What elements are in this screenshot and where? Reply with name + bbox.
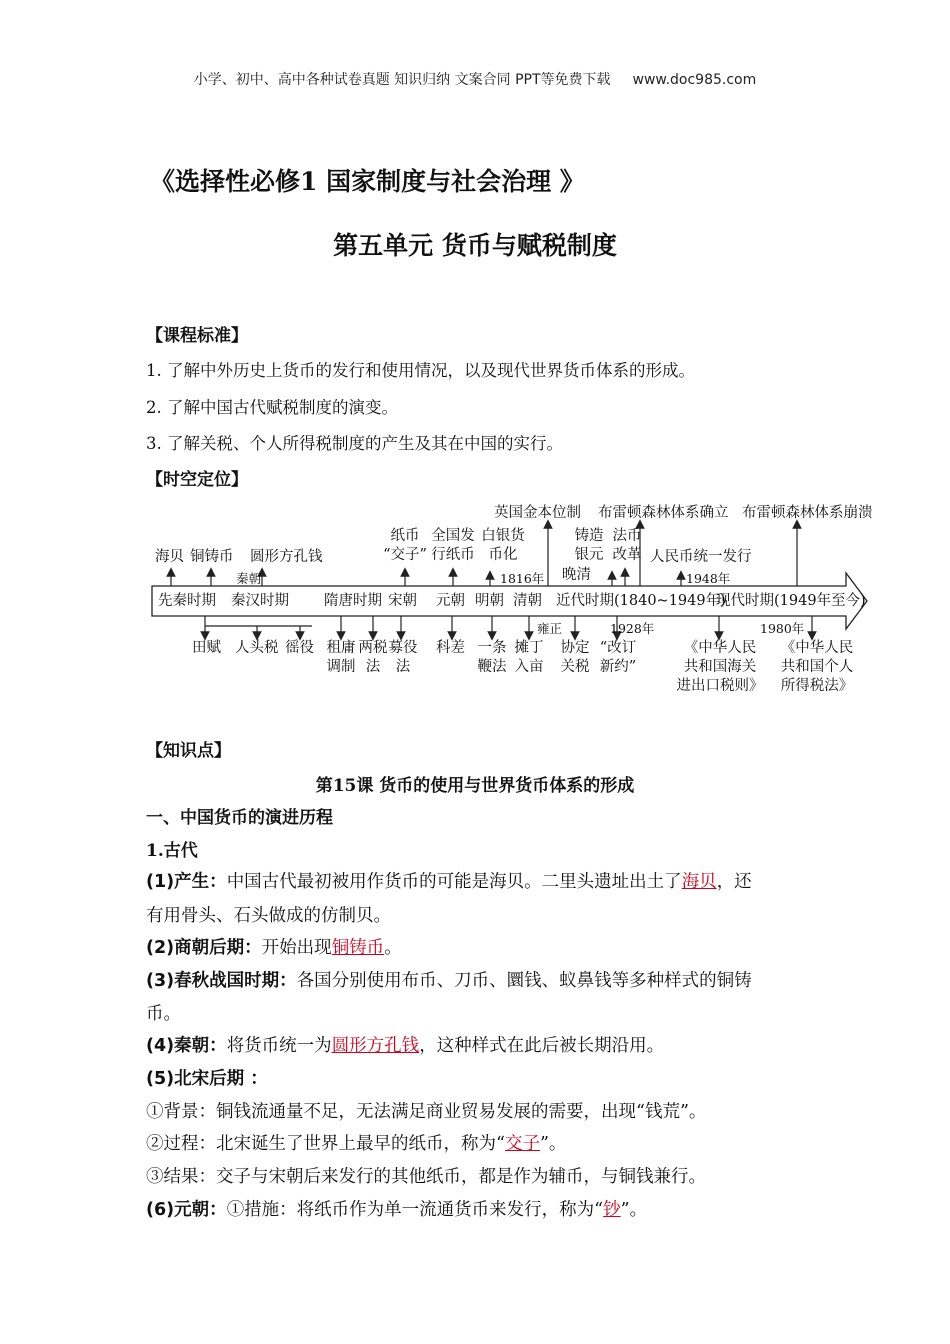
para-beisong-label-text: (5)北宋后期 ： [146,1069,268,1089]
knowledge-heading: 【知识点】 [146,741,231,761]
answer-haibei: 海贝 [681,872,717,892]
label-gaiding-line2: 新约” [599,659,637,675]
label-baiyin [478,527,528,565]
label-yaoyi: 徭役 [285,640,314,656]
timeline-heading: 【时空定位】 [146,470,248,490]
answer-yuanxing: 圆形方孔钱 [331,1036,420,1056]
standard-item-3: 3. 了解关税、个人所得税制度的产生及其在中国的实行。 [146,434,563,453]
label-yitiao [475,639,509,677]
para-beisong-b [146,1130,566,1155]
label-1816: 1816年 [500,571,545,586]
label-yitiao-line2: 鞭法 [477,659,507,675]
period-qing: 清朝 [513,593,542,609]
period-yuan: 元朝 [436,593,465,609]
label-liangshui-line2: 法 [365,659,381,675]
label-geshui-line3: 所得税法》 [780,678,854,694]
standards-heading: 【课程标准】 [146,326,248,346]
para-yuan-text: ①措施：将纸币作为单一流通货币来发行，称为“ [226,1200,604,1220]
label-zuyong [323,639,359,677]
para-origin-text: 中国古代最初被用作货币的可能是海贝。二里头遗址出土了 [226,872,682,892]
label-rentou: 人头税 [235,640,279,656]
label-1980: 1980年 [760,621,805,636]
label-zhibi-line1: 纸币 [390,528,420,544]
label-zhuzao-line2: 银元 [574,547,604,563]
label-gaiding-line1: “改订 [599,640,637,656]
label-zhibi-line2: “交子” [383,547,427,563]
label-tianfu: 田赋 [192,640,221,656]
para-beisong-label [146,1065,268,1090]
label-fabi-line1: 法币 [612,528,642,544]
label-tanding [512,639,546,677]
period-jindai: 近代时期(1840~1949年) [556,593,726,609]
para-qin-tail: ，这种样式在此后被长期沿用。 [419,1036,665,1056]
para-origin-tail: ，还 [716,872,752,892]
book-title: 《选择性必修1 国家制度与社会治理 》 [150,167,585,196]
lesson-title: 第15课 货币的使用与世界货币体系的形成 [315,776,635,796]
label-zuyong-line2: 调制 [326,659,356,675]
para-shang-label: (2)商朝后期： [146,938,262,958]
label-1948: 1948年 [686,571,731,586]
period-song: 宋朝 [388,593,417,609]
answer-chao: 钞 [603,1200,621,1220]
para-origin-label: (1)产生： [146,872,227,892]
label-muyi-line1: 募役 [388,640,418,656]
label-quanguo-line2: 行纸币 [431,547,475,563]
label-tanding-line1: 摊丁 [514,640,544,656]
header-text: 小学、初中、高中各种试卷真题 知识归纳 文案合同 PPT等免费下载 [193,72,611,88]
period-suitang: 隋唐时期 [324,593,382,609]
label-haiguan-line1: 《中华人民 [683,640,757,656]
label-qinchao: 秦朝 [236,571,262,586]
para-shang [146,934,402,959]
period-xianqin: 先秦时期 [158,593,216,609]
label-1928: 1928年 [610,621,655,636]
para-chunqiu-label: (3)春秋战国时期： [146,971,297,991]
label-geshui-line2: 共和国个人 [780,659,854,675]
label-haiguan-line3: 进出口税则》 [676,678,764,694]
label-liangshui-line1: 两税 [358,640,388,656]
label-yingguo: 英国金本位制 [494,505,581,521]
period-qinhan: 秦汉时期 [231,593,289,609]
label-muyi [386,639,420,677]
header-site-link[interactable]: www.doc985.com [632,72,757,88]
label-zhuzao-line1: 铸造 [574,528,604,544]
timeline-arrows-down [205,616,812,636]
para-chunqiu [146,967,752,992]
label-tanding-line2: 入亩 [514,659,544,675]
label-liangshui [356,639,390,677]
label-yongzheng: 雍正 [537,621,563,636]
label-zhuzao [571,527,607,565]
label-yitiao-line1: 一条 [477,640,507,656]
label-geshui-line1: 《中华人民 [780,640,854,656]
para-qin-text: 将货币统一为 [226,1036,332,1056]
para-beisong-b-text: ②过程：北宋诞生了世界上最早的纸币，称为“ [146,1134,505,1154]
para-yuan-tail: ”。 [620,1200,648,1220]
para-origin-cont: 有用骨头、石头做成的仿制贝。 [146,906,391,926]
label-xieding-line2: 关税 [560,659,590,675]
label-fabi [609,527,645,565]
para-qin-label: (4)秦朝： [146,1036,227,1056]
unit-title: 第五单元 货币与赋税制度 [333,231,617,260]
label-muyi-line2: 法 [395,659,411,675]
answer-jiaozi: 交子 [504,1134,540,1154]
answer-tongzhubi: 铜铸币 [331,938,385,958]
para-yuan-label: (6)元朝： [146,1200,227,1220]
label-quanguo-line1: 全国发 [431,528,475,544]
label-xieding [558,639,592,677]
period-ming: 明朝 [475,593,504,609]
para-beisong-c: ③结果：交子与宋朝后来发行的其他纸币，都是作为辅币，与铜钱兼行。 [146,1167,706,1187]
para-yuan [146,1196,647,1221]
label-quanguo [428,527,478,565]
para-origin [146,868,752,893]
label-haiguan-line2: 共和国海关 [683,659,757,675]
para-beisong-b-tail: ”。 [539,1134,567,1154]
label-geshui [772,639,862,696]
para-shang-text: 开始出现 [261,938,332,958]
standard-item-2: 2. 了解中国古代赋税制度的演变。 [146,398,398,417]
para-shang-tail: 。 [384,938,402,958]
para-beisong-a: ①背景：铜钱流通量不足，无法满足商业贸易发展的需要，出现“钱荒”。 [146,1102,707,1122]
label-kecha: 科差 [436,640,465,656]
label-zhibi [382,527,428,565]
label-yuanxing: 圆形方孔钱 [250,549,323,565]
standard-item-1: 1. 了解中外历史上货币的发行和使用情况，以及现代世界货币体系的形成。 [146,361,695,380]
label-gaiding [595,639,641,677]
label-baiyin-line1: 白银货 [481,528,525,544]
label-xieding-line1: 协定 [560,640,590,656]
para-chunqiu-text: 各国分别使用布币、刀币、圜钱、蚁鼻钱等多种样式的铜铸 [296,971,752,991]
label-baiyin-line2: 币化 [488,547,518,563]
label-haiguan [675,639,765,696]
label-bretton-established: 布雷顿森林体系确立 [598,505,729,521]
label-haibei: 海贝 [155,549,184,565]
label-zuyong-line1: 租庸 [326,640,356,656]
subsection-ancient: 1.古代 [146,841,198,861]
label-wanqing: 晚清 [562,567,591,583]
para-chunqiu-cont: 币。 [146,1004,181,1024]
label-bretton-collapse: 布雷顿森林体系崩溃 [742,505,873,521]
label-tongzhubi: 铜铸币 [190,549,234,565]
section-1-title: 一、中国货币的演进历程 [146,808,333,828]
label-fabi-line2: 改革 [612,547,642,563]
para-qin [146,1032,664,1057]
period-xiandai: 现代时期(1949年至今) [716,593,866,609]
label-rmb: 人民币统一发行 [650,549,752,565]
